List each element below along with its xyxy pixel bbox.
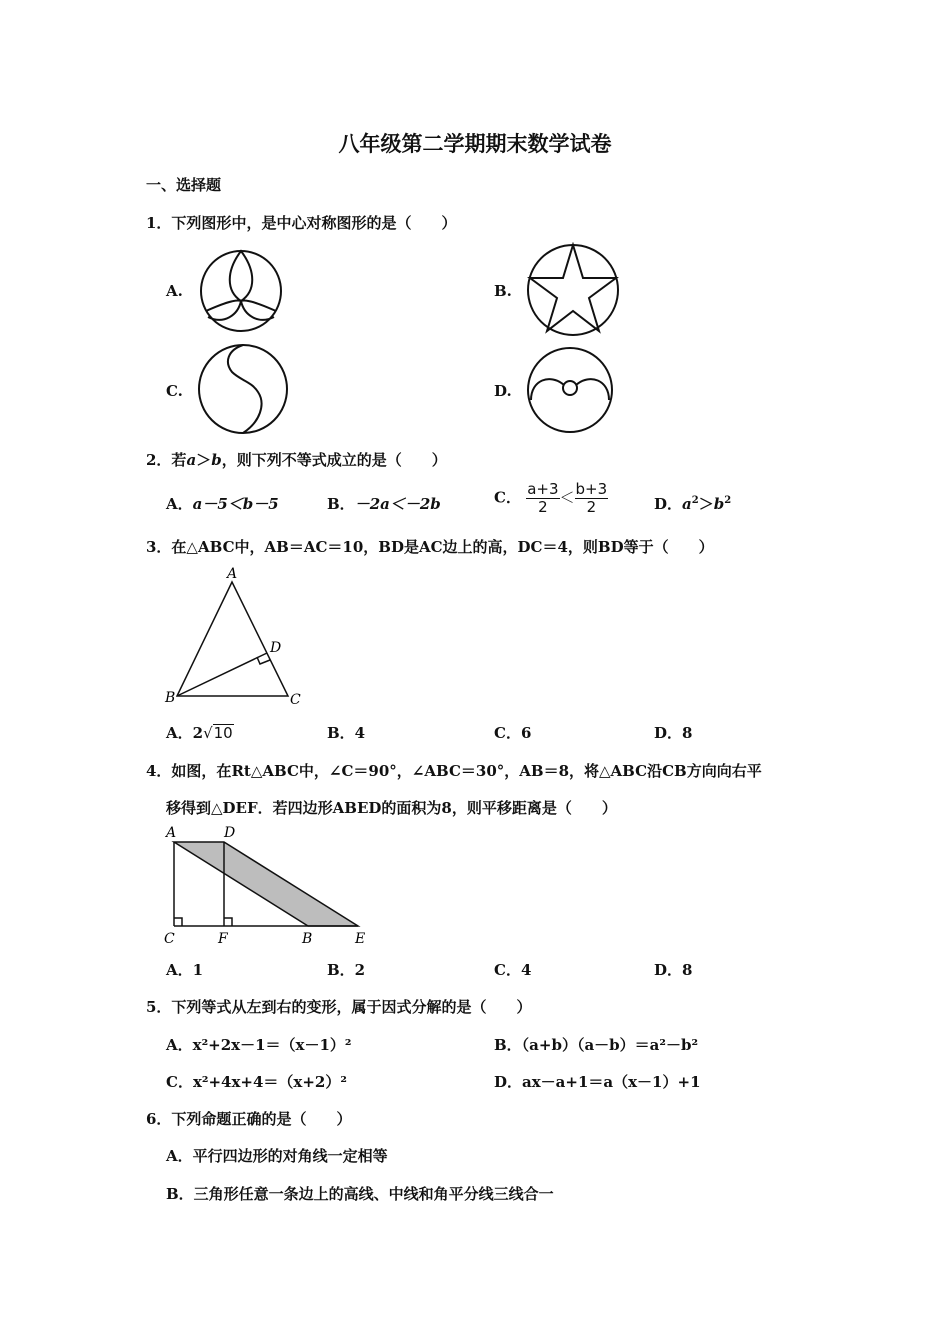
point-label-a: A <box>166 825 177 841</box>
point-label-e: E <box>355 931 366 947</box>
point-label-b: B <box>302 931 313 947</box>
q3-triangle-figure <box>160 564 320 710</box>
q2-option-a: A．a－5＜b－5 <box>166 495 279 513</box>
question-1-stem: 1．下列图形中，是中心对称图形的是（ ） <box>146 214 457 232</box>
q1-option-c-label: C. <box>166 382 183 400</box>
question-4-stem-line-1: 4．如图，在Rt△ABC中，∠C＝90°，∠ABC＝30°，AB＝8，将△ABC沿CB方向向右平 <box>146 762 762 780</box>
point-label-c: C <box>290 692 301 708</box>
point-label-c: C <box>164 931 175 947</box>
q5-option-d: D．ax－a+1＝a（x－1）+1 <box>494 1073 701 1091</box>
point-label-a: A <box>227 566 238 582</box>
section-heading: 一、选择题 <box>146 176 222 194</box>
q2-option-d: D．$a^2>b^2$ <box>654 495 732 513</box>
question-4-stem-line-2: 移得到△DEF．若四边形ABED的面积为8，则平移距离是（ ） <box>166 799 617 817</box>
page-title: 八年级第二学期期末数学试卷 <box>338 131 612 156</box>
q4-option-a: A．1 <box>166 961 204 979</box>
question-2-stem: 2．若a＞b，则下列不等式成立的是（ ） <box>146 451 447 469</box>
point-label-f: F <box>218 931 228 947</box>
fraction-a: $\frac{a+3}{2}$ <box>527 480 559 516</box>
fraction-b: $\frac{b+3}{2}$ <box>575 480 608 516</box>
q1-figure-a <box>196 245 286 337</box>
question-6-stem: 6．下列命题正确的是（ ） <box>146 1110 352 1128</box>
question-3-stem: 3．在△ABC中，AB＝AC＝10，BD是AC边上的高，DC＝4，则BD等于（ ） <box>146 538 714 556</box>
q2-option-c: C． $\frac{a+3}{2}$ ＜ $\frac{b+3}{2}$ <box>494 480 608 516</box>
q4-translation-figure <box>160 820 380 950</box>
q4-option-c: C．4 <box>494 961 532 979</box>
q5-option-a: A．x²+2x－1＝（x－1）² <box>166 1036 352 1054</box>
q1-figure-c <box>196 342 290 436</box>
q1-figure-d <box>525 345 615 435</box>
q1-option-d-label: D. <box>494 382 512 400</box>
q3-option-d: D．8 <box>654 724 693 742</box>
q3-option-a: A．2√10 <box>166 724 233 742</box>
shaded-quadrilateral <box>174 842 358 926</box>
question-5-stem: 5．下列等式从左到右的变形，属于因式分解的是（ ） <box>146 998 532 1016</box>
q6-option-b: B．三角形任意一条边上的高线、中线和角平分线三线合一 <box>166 1185 554 1203</box>
q5-option-b: B．（a+b）（a－b）＝a²－b² <box>494 1036 699 1054</box>
q6-option-a: A．平行四边形的对角线一定相等 <box>166 1147 388 1165</box>
q3-option-b: B．4 <box>327 724 366 742</box>
q1-figure-b <box>525 242 621 338</box>
q3-option-c: C．6 <box>494 724 532 742</box>
q5-option-c: C．x²+4x+4＝（x+2）² <box>166 1073 347 1091</box>
point-label-b: B <box>165 690 176 706</box>
q4-option-b: B．2 <box>327 961 366 979</box>
q1-option-a-label: A. <box>166 282 183 300</box>
q1-option-b-label: B. <box>494 282 512 300</box>
q4-option-d: D．8 <box>654 961 693 979</box>
q2-option-b: B．－2a＜－2b <box>327 495 441 513</box>
point-label-d: D <box>224 825 236 841</box>
point-label-d: D <box>270 640 282 656</box>
